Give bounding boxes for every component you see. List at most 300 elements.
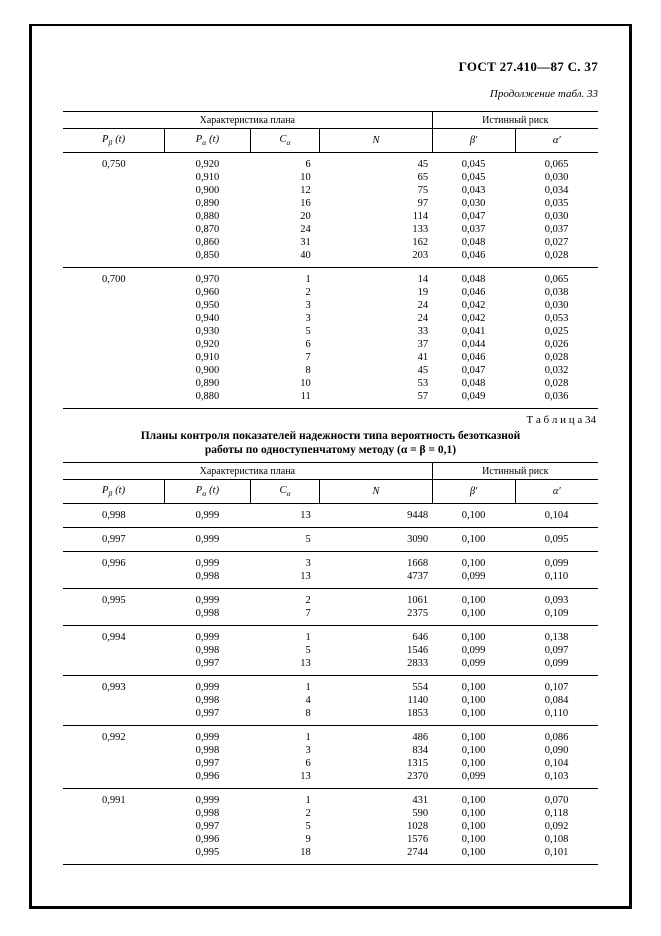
table-cell: 0,999 xyxy=(165,676,251,695)
table-cell xyxy=(63,757,165,770)
table-cell: 0,995 xyxy=(195,847,220,859)
table-cell: 0,900 xyxy=(195,185,220,197)
table-cell: 0,049 xyxy=(461,391,486,403)
table-row xyxy=(63,707,598,726)
table-cell xyxy=(63,286,165,299)
table-cell: 0,999 xyxy=(165,528,251,552)
table-row xyxy=(63,676,598,695)
table-cell xyxy=(63,236,165,249)
table-cell: 0,998 xyxy=(195,745,220,757)
column-header-p-beta: $P_\beta$ (t) xyxy=(63,480,165,504)
table-cell: 0,100 xyxy=(461,808,486,820)
table-cell: 1853 xyxy=(407,708,429,720)
table-cell: 0,041 xyxy=(461,326,486,338)
table-cell: 0,100 xyxy=(432,552,515,571)
column-group-true-risk: Истинный риск xyxy=(432,463,598,480)
table-cell: 431 xyxy=(320,789,432,808)
table-row xyxy=(63,694,598,707)
table-cell: 0,999 xyxy=(165,789,251,808)
table-cell xyxy=(63,171,165,184)
table-cell: 0,100 xyxy=(461,695,486,707)
table-cell: 0,950 xyxy=(195,300,220,312)
table-cell: 45 xyxy=(417,365,429,377)
column-header-beta-risk: β′ xyxy=(432,129,515,153)
table-cell xyxy=(63,820,165,833)
table-cell: 0,086 xyxy=(515,726,598,745)
table-cell: 0,046 xyxy=(461,352,486,364)
table-row xyxy=(63,171,598,184)
table-cell: 24 xyxy=(417,313,429,325)
table-cell xyxy=(63,807,165,820)
table-cell: 0,100 xyxy=(461,847,486,859)
table-cell: 0,048 xyxy=(432,268,515,287)
table-cell: 0,045 xyxy=(461,172,486,184)
table-cell xyxy=(63,570,165,589)
table-cell xyxy=(63,184,165,197)
table-cell: 5 xyxy=(305,821,311,833)
table-cell: 0,101 xyxy=(544,847,569,859)
table-cell: 5 xyxy=(250,528,320,552)
table-cell xyxy=(63,657,165,676)
table-cell: 0,992 xyxy=(63,726,165,745)
table-cell: 114 xyxy=(412,211,429,223)
table-cell: 646 xyxy=(320,626,432,645)
table-cell: 2 xyxy=(305,287,311,299)
table-cell: 486 xyxy=(320,726,432,745)
table-cell: 0,999 xyxy=(165,589,251,608)
table-cell: 0,100 xyxy=(432,504,515,528)
table-subheader-row xyxy=(63,129,598,153)
table-cell: 3 xyxy=(305,745,311,757)
table-cell: 3 xyxy=(250,552,320,571)
column-group-true-risk: Истинный риск xyxy=(432,112,598,129)
table-cell: 41 xyxy=(417,352,429,364)
table-cell: 0,100 xyxy=(432,528,515,552)
table-cell: 57 xyxy=(417,391,429,403)
table-row xyxy=(63,504,598,528)
table-subheader-row xyxy=(63,480,598,504)
table-cell: 0,999 xyxy=(165,552,251,571)
column-header-c-alpha: $C_\alpha$ xyxy=(250,129,320,153)
column-header-beta-risk: β′ xyxy=(432,480,515,504)
table-cell: 7 xyxy=(305,352,311,364)
table-cell: 162 xyxy=(412,237,429,249)
table-cell: 0,045 xyxy=(432,153,515,172)
table-cell: 0,028 xyxy=(544,352,569,364)
table-cell: 0,099 xyxy=(461,571,486,583)
table-cell: 0,100 xyxy=(432,789,515,808)
table-row xyxy=(63,644,598,657)
table-cell: 37 xyxy=(417,339,429,351)
table-cell: 0,994 xyxy=(63,626,165,645)
table-group-header-row xyxy=(63,463,598,480)
table-cell: 75 xyxy=(417,185,429,197)
table-cell: 0,026 xyxy=(544,339,569,351)
table-cell: 0,108 xyxy=(544,834,569,846)
page-title: ГОСТ 27.410—87 С. 37 xyxy=(458,59,598,74)
column-header-alpha-risk: α′ xyxy=(515,129,598,153)
table-cell: 0,100 xyxy=(432,626,515,645)
table-cell: 0,046 xyxy=(461,250,486,262)
table-cell: 834 xyxy=(412,745,429,757)
table-cell: 0,995 xyxy=(63,589,165,608)
table-cell xyxy=(63,325,165,338)
table-cell: 0,998 xyxy=(195,608,220,620)
column-group-plan-characteristics: Характеристика плана xyxy=(63,112,432,129)
table-cell xyxy=(63,338,165,351)
column-header-p-alpha: $P_\alpha$ (t) xyxy=(165,480,251,504)
table-cell: 0,920 xyxy=(195,339,220,351)
table-cell: 24 xyxy=(417,300,429,312)
table-cell: 2375 xyxy=(407,608,429,620)
table-cell: 13 xyxy=(250,504,320,528)
table-cell: 0,034 xyxy=(544,185,569,197)
table-cell: 0,920 xyxy=(165,153,251,172)
table-cell: 0,047 xyxy=(461,365,486,377)
table-cell: 31 xyxy=(300,237,311,249)
table-cell: 0,099 xyxy=(515,552,598,571)
table-34-title-line-2: работы по одноступенчатому методу (α = β = 0,1) xyxy=(204,444,457,457)
table-cell xyxy=(63,210,165,223)
table-cell xyxy=(63,694,165,707)
table-cell: 53 xyxy=(417,378,429,390)
table-cell: 1140 xyxy=(407,695,429,707)
table-cell: 0,095 xyxy=(515,528,598,552)
table-cell: 0,999 xyxy=(165,504,251,528)
table-row xyxy=(63,570,598,589)
table-cell xyxy=(63,223,165,236)
table-row xyxy=(63,770,598,789)
table-cell: 0,996 xyxy=(63,552,165,571)
table-row xyxy=(63,820,598,833)
column-header-p-alpha: $P_\alpha$ (t) xyxy=(165,129,251,153)
table-cell: 0,030 xyxy=(461,198,486,210)
table-33-header xyxy=(63,112,598,153)
table-cell: 0,998 xyxy=(63,504,165,528)
table-cell xyxy=(63,299,165,312)
table-cell: 0,028 xyxy=(544,378,569,390)
table-cell: 45 xyxy=(320,153,432,172)
table-cell: 0,090 xyxy=(544,745,569,757)
table-cell: 8 xyxy=(305,365,311,377)
table-cell: 0,027 xyxy=(544,237,569,249)
table-cell: 0,104 xyxy=(544,758,569,770)
table-cell: 0,084 xyxy=(544,695,569,707)
column-header-n: N xyxy=(320,480,432,504)
table-cell: 12 xyxy=(300,185,311,197)
table-cell: 18 xyxy=(300,847,311,859)
table-cell: 13 xyxy=(300,658,311,670)
table-continuation-note: Продолжение табл. 33 xyxy=(489,88,598,100)
table-row xyxy=(63,607,598,626)
table-cell: 40 xyxy=(300,250,311,262)
table-cell: 0,880 xyxy=(195,211,220,223)
table-cell: 0,100 xyxy=(461,834,486,846)
table-cell: 5 xyxy=(305,326,311,338)
table-row xyxy=(63,286,598,299)
table-row xyxy=(63,184,598,197)
table-cell: 1 xyxy=(250,268,320,287)
table-cell xyxy=(63,846,165,865)
table-cell: 0,100 xyxy=(461,758,486,770)
table-cell: 0,700 xyxy=(63,268,165,287)
table-cell xyxy=(63,744,165,757)
table-cell: 0,025 xyxy=(544,326,569,338)
table-cell: 0,100 xyxy=(461,745,486,757)
table-cell: 0,093 xyxy=(515,589,598,608)
column-header-alpha-risk: α′ xyxy=(515,480,598,504)
table-cell: 8 xyxy=(305,708,311,720)
table-cell: 0,991 xyxy=(63,789,165,808)
table-cell: 1 xyxy=(250,789,320,808)
table-row xyxy=(63,299,598,312)
table-cell: 2370 xyxy=(407,771,429,783)
table-cell: 0,036 xyxy=(544,391,569,403)
table-cell: 1 xyxy=(250,676,320,695)
table-cell: 0,038 xyxy=(544,287,569,299)
table-cell xyxy=(63,197,165,210)
table-cell: 16 xyxy=(300,198,311,210)
column-header-n: N xyxy=(320,129,432,153)
table-cell xyxy=(63,607,165,626)
table-cell: 0,053 xyxy=(544,313,569,325)
table-row xyxy=(63,197,598,210)
table-cell: 0,100 xyxy=(461,708,486,720)
table-cell: 0,100 xyxy=(461,821,486,833)
table-cell: 2 xyxy=(305,808,311,820)
table-34 xyxy=(63,462,598,865)
table-cell: 0,070 xyxy=(515,789,598,808)
table-cell: 0,035 xyxy=(544,198,569,210)
table-cell: 0,996 xyxy=(195,771,220,783)
table-cell: 0,107 xyxy=(515,676,598,695)
table-cell: 0,970 xyxy=(165,268,251,287)
table-row xyxy=(63,390,598,409)
table-cell: 0,860 xyxy=(195,237,220,249)
table-cell: 13 xyxy=(300,771,311,783)
table-cell: 0,099 xyxy=(461,771,486,783)
table-cell: 0,100 xyxy=(432,589,515,608)
table-cell: 0,996 xyxy=(195,834,220,846)
table-cell: 0,099 xyxy=(461,645,486,657)
column-header-p-beta: $P_\beta$ (t) xyxy=(63,129,165,153)
table-cell xyxy=(63,377,165,390)
table-cell: 0,100 xyxy=(432,676,515,695)
table-cell: 0,100 xyxy=(461,608,486,620)
table-cell: 24 xyxy=(300,224,311,236)
page-border-frame xyxy=(29,24,632,909)
table-row xyxy=(63,338,598,351)
table-cell: 0,138 xyxy=(515,626,598,645)
table-cell: 1668 xyxy=(320,552,432,571)
table-cell: 4737 xyxy=(407,571,429,583)
table-cell: 1576 xyxy=(407,834,429,846)
table-cell: 0,910 xyxy=(195,352,220,364)
table-cell xyxy=(63,249,165,268)
table-row xyxy=(63,789,598,808)
table-cell: 97 xyxy=(417,198,429,210)
table-cell: 0,997 xyxy=(195,658,220,670)
table-row xyxy=(63,552,598,571)
table-row xyxy=(63,312,598,325)
table-33-continuation xyxy=(63,111,598,409)
table-cell: 0,043 xyxy=(461,185,486,197)
table-cell: 133 xyxy=(412,224,429,236)
table-cell: 0,030 xyxy=(544,172,569,184)
table-cell: 0,998 xyxy=(195,645,220,657)
table-34-title xyxy=(63,429,598,457)
table-cell: 0,993 xyxy=(63,676,165,695)
table-cell: 6 xyxy=(305,339,311,351)
table-cell: 0,118 xyxy=(544,808,569,820)
table-cell xyxy=(63,351,165,364)
table-cell: 0,997 xyxy=(195,758,220,770)
table-cell: 2833 xyxy=(407,658,429,670)
table-row xyxy=(63,528,598,552)
table-group-header-row xyxy=(63,112,598,129)
table-cell: 0,037 xyxy=(461,224,486,236)
table-cell: 0,880 xyxy=(195,391,220,403)
table-cell: 0,030 xyxy=(544,211,569,223)
table-cell: 0,890 xyxy=(195,198,220,210)
table-row xyxy=(63,236,598,249)
table-cell: 1028 xyxy=(407,821,429,833)
table-cell: 0,910 xyxy=(195,172,220,184)
table-cell: 0,997 xyxy=(195,708,220,720)
table-cell: 590 xyxy=(412,808,429,820)
table-cell: 0,092 xyxy=(544,821,569,833)
table-cell: 0,048 xyxy=(461,378,486,390)
table-cell: 4 xyxy=(305,695,311,707)
table-cell: 0,099 xyxy=(461,658,486,670)
table-cell: 9448 xyxy=(320,504,432,528)
table-cell: 0,048 xyxy=(461,237,486,249)
table-row xyxy=(63,846,598,865)
table-row xyxy=(63,210,598,223)
table-cell: 3 xyxy=(305,300,311,312)
table-cell: 2 xyxy=(250,589,320,608)
table-row xyxy=(63,657,598,676)
table-cell: 1546 xyxy=(407,645,429,657)
table-cell: 0,065 xyxy=(515,153,598,172)
table-row xyxy=(63,223,598,236)
table-cell: 0,065 xyxy=(515,268,598,287)
table-cell: 0,047 xyxy=(461,211,486,223)
table-cell: 9 xyxy=(305,834,311,846)
table-cell: 0,110 xyxy=(544,708,569,720)
table-cell: 0,030 xyxy=(544,300,569,312)
table-row xyxy=(63,249,598,268)
column-group-plan-characteristics: Характеристика плана xyxy=(63,463,432,480)
table-cell: 6 xyxy=(250,153,320,172)
table-row xyxy=(63,351,598,364)
table-33-body xyxy=(63,153,598,409)
table-cell: 0,028 xyxy=(544,250,569,262)
table-row xyxy=(63,833,598,846)
table-cell: 203 xyxy=(412,250,429,262)
table-row xyxy=(63,325,598,338)
table-cell: 0,099 xyxy=(544,658,569,670)
table-cell: 1315 xyxy=(407,758,429,770)
table-cell: 0,997 xyxy=(195,821,220,833)
table-cell: 0,103 xyxy=(544,771,569,783)
table-cell: 0,999 xyxy=(165,726,251,745)
table-cell: 0,900 xyxy=(195,365,220,377)
table-cell: 554 xyxy=(320,676,432,695)
table-cell: 2744 xyxy=(407,847,429,859)
table-cell: 7 xyxy=(305,608,311,620)
table-cell xyxy=(63,707,165,726)
table-cell: 13 xyxy=(300,571,311,583)
column-header-c-alpha: $C_\alpha$ xyxy=(250,480,320,504)
table-cell: 3 xyxy=(305,313,311,325)
table-cell: 65 xyxy=(417,172,429,184)
table-34-body xyxy=(63,504,598,865)
table-row xyxy=(63,268,598,287)
table-cell: 0,042 xyxy=(461,300,486,312)
table-cell: 0,032 xyxy=(544,365,569,377)
table-cell: 0,960 xyxy=(195,287,220,299)
table-cell: 0,850 xyxy=(195,250,220,262)
table-cell: 0,890 xyxy=(195,378,220,390)
table-cell: 19 xyxy=(417,287,429,299)
table-cell: 0,930 xyxy=(195,326,220,338)
table-cell: 1 xyxy=(250,626,320,645)
table-cell: 0,037 xyxy=(544,224,569,236)
table-cell: 33 xyxy=(417,326,429,338)
table-cell: 0,999 xyxy=(165,626,251,645)
table-cell xyxy=(63,390,165,409)
table-cell: 6 xyxy=(305,758,311,770)
table-row xyxy=(63,589,598,608)
table-cell: 20 xyxy=(300,211,311,223)
table-cell: 0,998 xyxy=(195,571,220,583)
table-row xyxy=(63,364,598,377)
table-row xyxy=(63,377,598,390)
table-row xyxy=(63,807,598,820)
table-row xyxy=(63,153,598,172)
table-cell: 10 xyxy=(300,172,311,184)
table-row xyxy=(63,626,598,645)
table-cell: 0,042 xyxy=(461,313,486,325)
table-cell: 1 xyxy=(250,726,320,745)
table-cell: 0,100 xyxy=(432,726,515,745)
table-cell: 0,940 xyxy=(195,313,220,325)
table-cell: 11 xyxy=(300,391,311,403)
table-cell xyxy=(63,833,165,846)
table-cell: 0,104 xyxy=(515,504,598,528)
table-34-title-line-1: Планы контроля показателей надежности типа вероятность безотказной xyxy=(140,430,521,443)
table-cell: 0,110 xyxy=(544,571,569,583)
table-34-header xyxy=(63,463,598,504)
table-cell: 3090 xyxy=(320,528,432,552)
table-row xyxy=(63,757,598,770)
table-cell: 0,750 xyxy=(63,153,165,172)
table-cell xyxy=(63,770,165,789)
table-34-label: Т а б л и ц а 34 xyxy=(526,414,596,427)
table-row xyxy=(63,726,598,745)
table-cell: 0,046 xyxy=(461,287,486,299)
table-cell xyxy=(63,364,165,377)
table-cell: 0,870 xyxy=(195,224,220,236)
table-cell xyxy=(63,644,165,657)
table-cell: 0,109 xyxy=(544,608,569,620)
table-cell: 0,998 xyxy=(195,695,220,707)
table-cell: 0,998 xyxy=(195,808,220,820)
table-cell: 5 xyxy=(305,645,311,657)
table-cell: 1061 xyxy=(320,589,432,608)
table-row xyxy=(63,744,598,757)
